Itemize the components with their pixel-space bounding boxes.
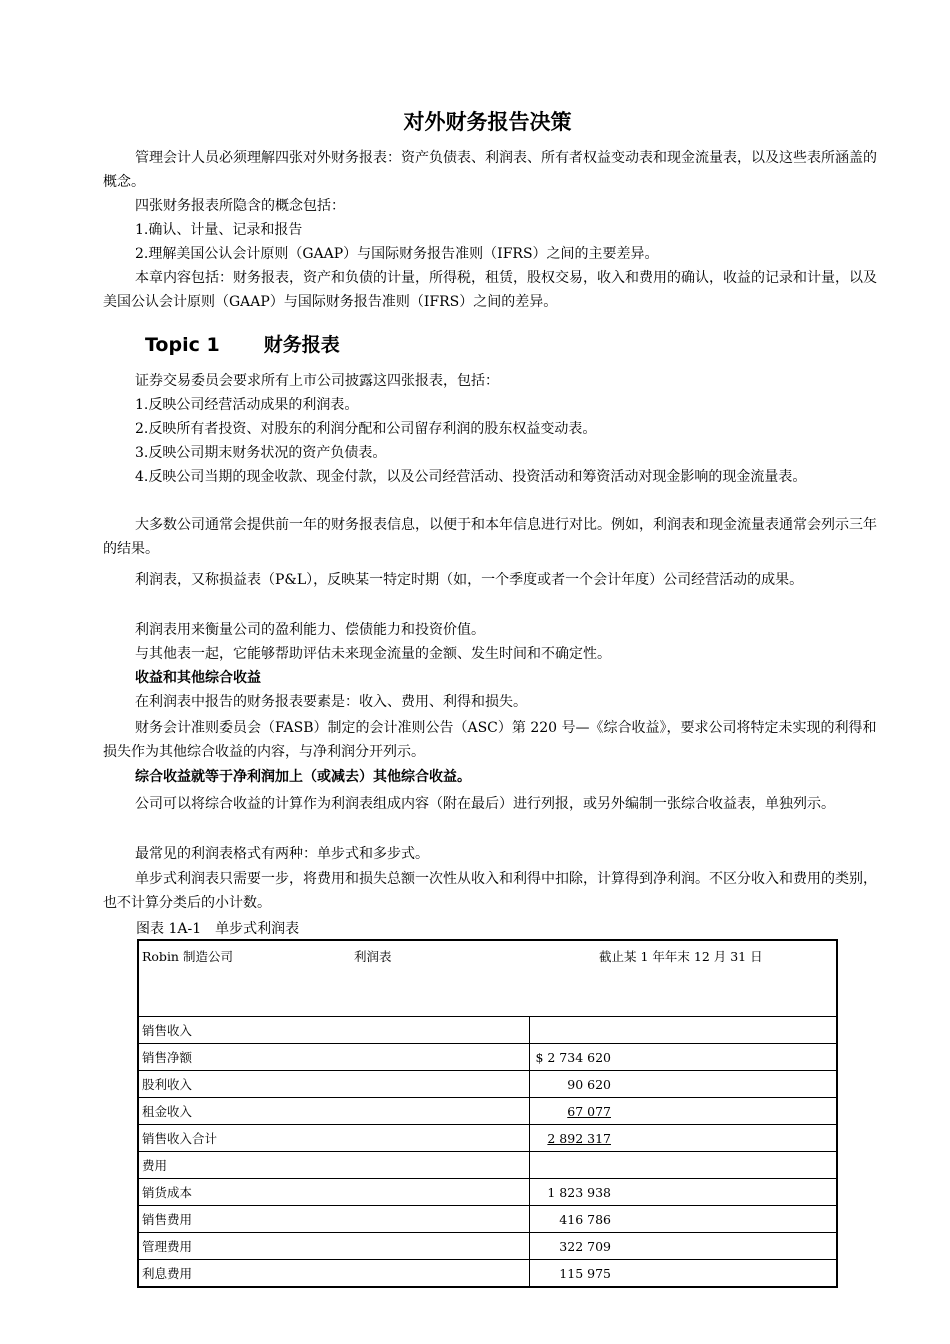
body-paragraph: 最常见的利润表格式有两种：单步式和多步式。 [135, 846, 429, 862]
row-label: 股利收入 [138, 1071, 530, 1098]
row-amount: 1 823 938 [530, 1179, 838, 1206]
body-paragraph: 公司可以将综合收益的计算作为利润表组成内容（附在最后）进行列报，或另外编制一张综合收益表，单独列示。 [135, 796, 835, 812]
table-row [138, 1179, 837, 1206]
topic-title: 财务报表 [263, 334, 340, 356]
intro-paragraph-1: 管理会计人员必须理解四张对外财务报表：资产负债表、利润表、所有者权益变动表和现金流量表，以及这些表所涵盖的概念。 [103, 150, 877, 190]
body-list-item: 4.反映公司当期的现金收款、现金付款，以及公司经营活动、投资活动和筹资活动对现金影响的现金流量表。 [135, 469, 807, 485]
body-list-item: 2.反映所有者投资、对股东的利润分配和公司留存利润的股东权益变动表。 [135, 421, 597, 437]
table-row [138, 1152, 837, 1179]
row-amount [530, 1017, 838, 1044]
table-row [138, 1125, 837, 1152]
intro-list-item-1: 1.确认、计量、记录和报告 [135, 222, 303, 238]
body-paragraph: 利润表用来衡量公司的盈利能力、偿债能力和投资价值。 [135, 622, 485, 638]
row-amount: 2 892 317 [530, 1125, 838, 1152]
body-paragraph-emphasis: 综合收益就等于净利润加上（或减去）其他综合收益。 [135, 769, 471, 785]
row-label: 费用 [138, 1152, 530, 1179]
body-paragraph: 大多数公司通常会提供前一年的财务报表信息，以便于和本年信息进行对比。例如，利润表和现金流量表通常会列示三年的结果。 [103, 517, 877, 557]
table-row [138, 1233, 837, 1260]
company-name: Robin 制造公司 [142, 949, 233, 964]
table-row [138, 1260, 837, 1288]
body-paragraph: 与其他表一起，它能够帮助评估未来现金流量的金额、发生时间和不确定性。 [135, 646, 611, 662]
row-label: 销货成本 [138, 1179, 530, 1206]
topic-heading [145, 330, 340, 357]
body-list-item: 1.反映公司经营活动成果的利润表。 [135, 397, 359, 413]
row-label: 销售收入合计 [138, 1125, 530, 1152]
row-label: 销售收入 [138, 1017, 530, 1044]
section-subheading: 收益和其他综合收益 [135, 670, 261, 686]
statement-period: 截止某 1 年年末 12 月 31 日 [599, 949, 763, 964]
page-title: 对外财务报告决策 [403, 110, 572, 134]
row-amount: 322 709 [530, 1233, 838, 1260]
statement-name: 利润表 [354, 949, 392, 964]
row-amount: 416 786 [530, 1206, 838, 1233]
figure-caption: 图表 1A-1 单步式利润表 [136, 921, 300, 937]
body-paragraph: 利润表，又称损益表（P&L），反映某一特定时期（如，一个季度或者一个会计年度）公司经营活动的成果。 [135, 572, 804, 588]
row-label: 销售费用 [138, 1206, 530, 1233]
row-label: 利息费用 [138, 1260, 530, 1288]
topic-label: Topic 1 [145, 334, 220, 356]
body-list-item: 3.反映公司期末财务状况的资产负债表。 [135, 445, 387, 461]
row-amount: 115 975 [530, 1260, 838, 1288]
row-amount: 90 620 [530, 1071, 838, 1098]
row-amount [530, 1152, 838, 1179]
table-row [138, 1098, 837, 1125]
intro-list-item-2: 2.理解美国公认会计原则（GAAP）与国际财务报告准则（IFRS）之间的主要差异。 [135, 246, 659, 262]
intro-paragraph-3: 本章内容包括：财务报表，资产和负债的计量，所得税，租赁，股权交易，收入和费用的确认，收益的记录和计量，以及美国公认会计原则（GAAP）与国际财务报告准则（IFRS）之间的差异。 [103, 270, 877, 310]
body-paragraph: 单步式利润表只需要一步，将费用和损失总额一次性从收入和利得中扣除，计算得到净利润。不区分收入和费用的类别，也不计算分类后的小计数。 [103, 871, 877, 911]
intro-paragraph-2: 四张财务报表所隐含的概念包括： [135, 198, 345, 214]
table-header-row [138, 940, 837, 1017]
body-paragraph: 财务会计准则委员会（FASB）制定的会计准则公告（ASC）第 220 号—《综合收益》，要求公司将特定未实现的利得和损失作为其他综合收益的内容，与净利润分开列示。 [103, 720, 877, 760]
row-label: 销售净额 [138, 1044, 530, 1071]
body-paragraph: 在利润表中报告的财务报表要素是：收入、费用、利得和损失。 [135, 694, 527, 710]
table-row [138, 1044, 837, 1071]
table-row [138, 1017, 837, 1044]
income-statement-table [137, 939, 838, 1288]
row-amount: $ 2 734 620 [530, 1044, 838, 1071]
row-amount: 67 077 [530, 1098, 838, 1125]
table-header-cell [138, 940, 837, 1017]
row-label: 租金收入 [138, 1098, 530, 1125]
row-label: 管理费用 [138, 1233, 530, 1260]
table-row [138, 1071, 837, 1098]
body-paragraph: 证券交易委员会要求所有上市公司披露这四张报表，包括： [135, 373, 499, 389]
table-row [138, 1206, 837, 1233]
